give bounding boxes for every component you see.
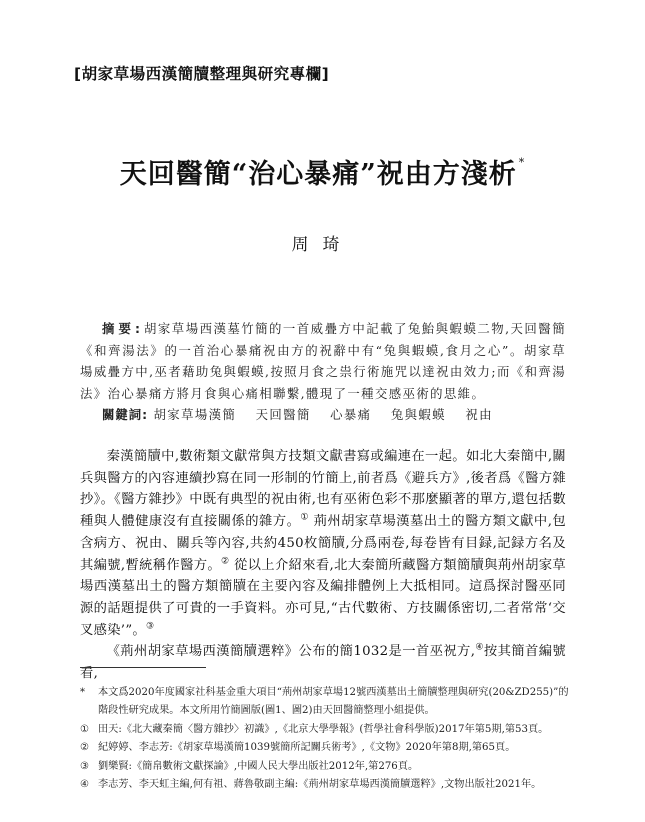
- keywords-label: 關鍵詞:: [102, 407, 149, 422]
- keyword: 兔與蝦蟆: [390, 407, 446, 422]
- paragraph: [80, 641, 566, 684]
- footnote-divider: [80, 667, 206, 668]
- footnote-mark: *: [80, 687, 85, 698]
- body-text: [80, 446, 566, 685]
- abstract-label: 摘要:: [102, 321, 144, 336]
- footnote-mark: ④: [80, 779, 89, 791]
- paragraph-text: 從以上介紹來看,北大秦簡所藏醫方類簡牘與荊州胡家草場西漢墓出土的醫方類簡牘在主要內容及編排體例上大抵相同。這爲探討醫巫同源的話題提供了可貴的一手資料。亦可見,“古代數術、方技關係密切,二者常常‘交叉感染’”。: [80, 557, 566, 638]
- abstract-text: 胡家草場西漢墓竹簡的一首威疊方中記載了兔鮐與蝦蟆二物,天回醫簡《和齊湯法》的一首治心暴痛祝由方的祝辭中有“兔與蝦蟆,食月之心”。胡家草場威疊方中,巫者藉助兔與蝦蟆,按照月食之祟行術施咒以達祝由效力;而《和齊湯法》治心暴痛方將月食與心痛相聯繫,體現了一種交感巫術的思維。: [80, 321, 566, 401]
- footnote-mark: ①: [80, 723, 89, 735]
- paragraph-text: 按其簡首編號看,: [80, 644, 566, 682]
- footnote: [80, 739, 570, 757]
- keyword: 胡家草場漢簡: [153, 407, 237, 422]
- footnote-text: 田天:《北大藏秦簡〈醫方雜抄〉初識》,《北京大學學報》(哲學社會科學版)2017年第5期,第53頁。: [98, 723, 549, 735]
- keywords: [102, 405, 572, 423]
- footnote-text: 李志芳、李天虹主編,何有祖、蔣魯敬副主編:《荊州胡家草場西漢簡牘選粹》,文物出版社2021年。: [98, 779, 542, 791]
- footnote: [80, 684, 570, 721]
- paragraph: [80, 446, 566, 641]
- title-footnote-marker: *: [518, 156, 526, 169]
- abstract: [80, 318, 566, 404]
- paragraph-text: 荊州胡家草場漢墓出土的醫方類文獻中,包含病方、祝由、關兵等內容,共約450枚簡牘,分爲兩卷,每卷皆有目録,記録方名及其編號,暫統稱作醫方。: [80, 514, 566, 573]
- keyword: 天回醫簡: [255, 407, 311, 422]
- footnote-mark: ③: [80, 760, 89, 772]
- footnote-text: 劉樂賢:《簡帛數術文獻探論》,中國人民大學出版社2012年,第276頁。: [98, 760, 419, 772]
- paragraph-text: 秦漢簡牘中,數術類文獻常與方技類文獻書寫或編連在一起。如北大秦簡中,關兵與醫方的內容連續抄寫在同一形制的竹簡上,前者爲《避兵方》,後者爲《醫方雜抄》。《醫方雜抄》中既有典型的祝由術,也有巫術色彩不那麼顯著的單方,還包括數種與人體健康沒有直接關係的雜方。: [80, 449, 566, 530]
- footnote: [80, 776, 570, 794]
- footnote: [80, 721, 570, 739]
- keyword: 祝由: [465, 407, 493, 422]
- paragraph-text: 《荊州胡家草場西漢簡牘選粹》公布的簡1032是一首巫祝方,: [106, 644, 476, 660]
- footnote-text: 本文爲2020年度國家社科基金重大項目“荊州胡家草場12號西漢墓出土簡牘整理與研究(20&ZD255)”的階段性研究成果。本文所用竹簡圖版(圖1、圖2)由天回醫簡整理小組提供。: [98, 687, 569, 717]
- footnote: [80, 758, 570, 776]
- footnote-mark: ②: [80, 742, 89, 754]
- footnote-ref[interactable]: ①: [300, 512, 309, 523]
- footnote-text: 紀婷婷、李志芳:《胡家草場漢簡1039號簡所記關兵術考》,《文物》2020年第8期,第65頁。: [98, 742, 516, 754]
- footnotes: [80, 684, 570, 794]
- keyword: 心暴痛: [330, 407, 372, 422]
- article-title: [0, 152, 645, 191]
- footnote-ref[interactable]: ③: [146, 621, 155, 632]
- footnote-ref[interactable]: ②: [221, 556, 230, 567]
- title-text: 天回醫簡“治心暴痛”祝由方淺析: [119, 159, 517, 190]
- author-name: 周琦: [291, 235, 354, 255]
- column-header: [胡家草場西漢簡牘整理與研究專欄]: [74, 65, 330, 83]
- footnote-ref[interactable]: ④: [475, 642, 484, 653]
